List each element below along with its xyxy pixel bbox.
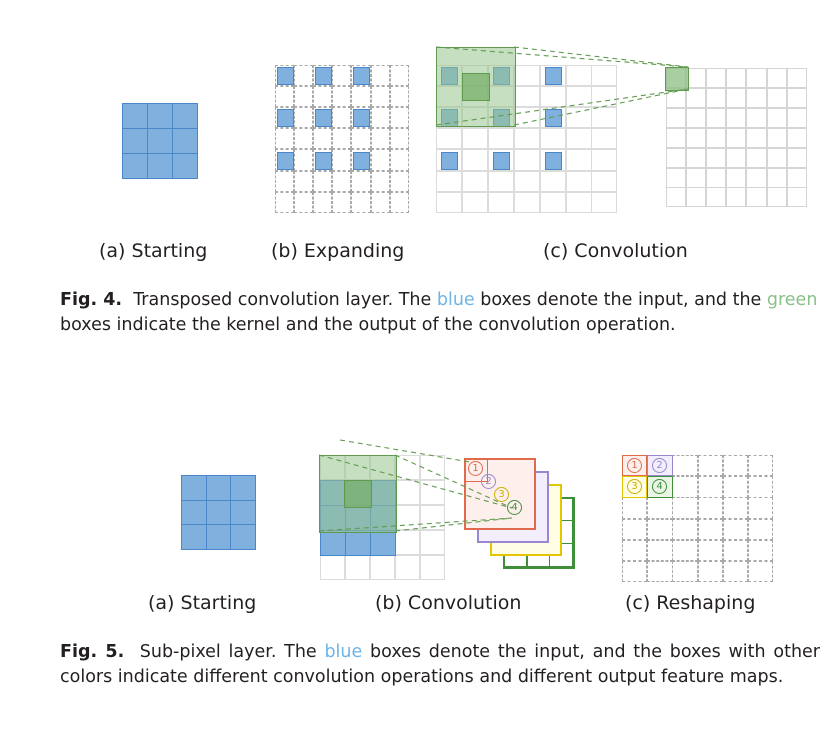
fig4c-input-cell xyxy=(545,152,562,170)
fig4c-input-cell xyxy=(545,67,562,85)
fig5a-cell xyxy=(230,475,256,501)
fig5a-cell xyxy=(206,475,232,501)
fig4c-input-cell xyxy=(545,109,562,127)
fig4a-cell xyxy=(147,128,173,154)
fig4b-input-cell xyxy=(353,109,370,127)
fig5-label-b: (b) Convolution xyxy=(375,592,522,614)
fig4b-input-cell xyxy=(315,152,332,170)
fig4b-input-cell xyxy=(315,109,332,127)
fig5b-marker-1: 1 xyxy=(468,461,483,476)
fig5c-marker-3: 3 xyxy=(627,479,642,494)
fig4b-input-cell xyxy=(353,152,370,170)
fig5b-input-cell xyxy=(320,530,346,556)
fig4a-cell xyxy=(147,103,173,129)
fig5b-marker-2: 2 xyxy=(481,474,496,489)
fig5b-input-cell xyxy=(370,530,396,556)
fig5a-cell xyxy=(230,524,256,550)
fig5-caption-text-2: boxes denote the input, and the boxes with other colors indicate different convolution operations and different output feature maps. xyxy=(60,642,820,687)
fig4a-cell xyxy=(122,128,148,154)
fig5a-cell xyxy=(230,500,256,526)
fig4-caption-text-1: Transposed convolution layer. The xyxy=(133,290,437,310)
fig5-panel-c-reshaping-grid xyxy=(622,455,774,583)
fig4b-input-cell xyxy=(315,67,332,85)
fig4-caption-number: Fig. 4. xyxy=(60,290,123,310)
fig4a-cell xyxy=(172,153,198,179)
fig5-caption-text-1: Sub-pixel layer. The xyxy=(139,642,325,662)
fig5-panel-a-starting-grid xyxy=(181,475,255,549)
fig5a-cell xyxy=(181,475,207,501)
fig4-panel-c-convolution-input-grid xyxy=(436,65,618,213)
fig4-label-b: (b) Expanding xyxy=(271,240,405,262)
fig5b-input-cell xyxy=(345,530,371,556)
fig5a-cell xyxy=(181,500,207,526)
fig4a-cell xyxy=(122,103,148,129)
fig4a-cell xyxy=(172,128,198,154)
fig5b-marker-4: 4 xyxy=(507,500,522,515)
fig4c-input-cell xyxy=(441,152,458,170)
fig4-panel-a-starting-grid xyxy=(122,103,198,179)
fig5-caption-keyword-blue: blue xyxy=(324,642,363,662)
fig5b-marker-3: 3 xyxy=(494,487,509,502)
fig5c-marker-1: 1 xyxy=(627,458,642,473)
fig5b-kernel-center-cell xyxy=(344,480,372,508)
fig4-caption xyxy=(60,288,820,338)
fig5a-cell xyxy=(181,524,207,550)
fig4-label-c: (c) Convolution xyxy=(543,240,688,262)
fig5c-marker-2: 2 xyxy=(652,458,667,473)
fig4a-cell xyxy=(172,103,198,129)
fig5a-cell xyxy=(206,500,232,526)
fig5a-cell xyxy=(206,524,232,550)
fig5-label-c: (c) Reshaping xyxy=(625,592,756,614)
fig5-caption xyxy=(60,640,820,690)
fig4a-cell xyxy=(147,153,173,179)
fig4b-input-cell xyxy=(277,152,294,170)
fig5-label-a: (a) Starting xyxy=(148,592,257,614)
fig4-caption-text-3: boxes indicate the kernel and the output of the convolution operation. xyxy=(60,315,676,335)
fig4-caption-text-2: boxes denote the input, and the xyxy=(474,290,767,310)
fig5c-marker-4: 4 xyxy=(652,479,667,494)
fig4-caption-keyword-blue: blue xyxy=(436,290,475,310)
fig4b-input-cell xyxy=(353,67,370,85)
fig4b-grid-background xyxy=(275,65,409,213)
fig4a-cell xyxy=(122,153,148,179)
fig4c-input-cell xyxy=(493,152,510,170)
fig4c-kernel-center-cell xyxy=(462,73,490,101)
fig4b-input-cell xyxy=(277,67,294,85)
fig5-caption-number: Fig. 5. xyxy=(60,642,125,662)
fig4c-output-cell xyxy=(665,67,689,91)
fig4-panel-c-output-grid xyxy=(666,68,807,208)
fig4-caption-keyword-green: green xyxy=(766,290,818,310)
fig4-label-a: (a) Starting xyxy=(99,240,208,262)
fig4-panel-b-expanding-grid xyxy=(275,65,409,213)
fig5-panel-b-input-grid xyxy=(320,455,445,580)
fig4b-input-cell xyxy=(277,109,294,127)
